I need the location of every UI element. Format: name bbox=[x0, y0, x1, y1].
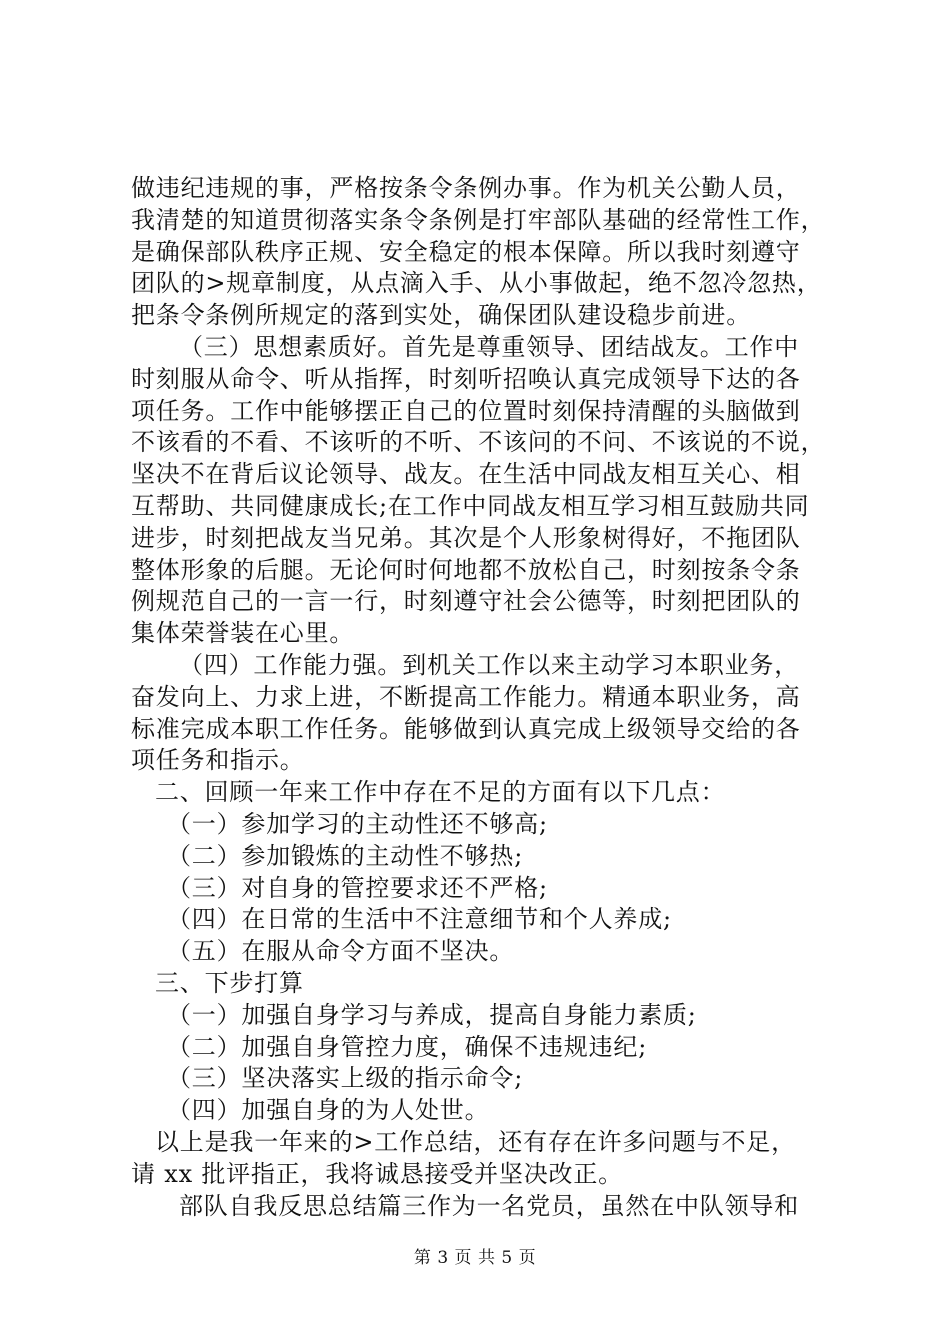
paragraph-start-line: 部队自我反思总结篇三作为一名党员，虽然在中队领导和 bbox=[179, 1191, 799, 1220]
text-line: 项任务和指示。 bbox=[131, 746, 305, 775]
section-heading: 三、下步打算 bbox=[155, 968, 304, 997]
text-line: 我清楚的知道贯彻落实条令条例是打牢部队基础的经常性工作， bbox=[131, 205, 826, 234]
list-item: （一）参加学习的主动性还不够高; bbox=[167, 809, 548, 838]
list-item: （三）坚决落实上级的指示命令; bbox=[167, 1064, 524, 1093]
text-line: 集体荣誉装在心里。 bbox=[131, 619, 355, 648]
list-item: （二）加强自身管控力度，确保不违规违纪; bbox=[167, 1032, 648, 1061]
text-line: 标准完成本职工作任务。能够做到认真完成上级领导交给的各 bbox=[131, 714, 801, 743]
document-body bbox=[131, 173, 831, 1222]
list-item: （四）加强自身的为人处世。 bbox=[167, 1096, 490, 1125]
list-item: （二）参加锻炼的主动性不够热; bbox=[167, 841, 524, 870]
paragraph-start-line: 以上是我一年来的>工作总结，还有存在许多问题与不足， bbox=[155, 1127, 796, 1156]
text-line: 请 xx 批评指正，我将诚恳接受并坚决改正。 bbox=[131, 1159, 623, 1188]
text-line: 是确保部队秩序正规、安全稳定的根本保障。所以我时刻遵守 bbox=[131, 237, 801, 266]
list-item: （五）在服从命令方面不坚决。 bbox=[167, 937, 515, 966]
text-line: 坚决不在背后议论领导、战友。在生活中同战友相互关心、相 bbox=[131, 460, 801, 489]
paragraph-start-line: （四）工作能力强。到机关工作以来主动学习本职业务， bbox=[179, 650, 799, 679]
text-line: 项任务。工作中能够摆正自己的位置时刻保持清醒的头脑做到 bbox=[131, 396, 801, 425]
paragraph-start-line: （三）思想素质好。首先是尊重领导、团结战友。工作中 bbox=[179, 332, 799, 361]
section-heading: 二、回顾一年来工作中存在不足的方面有以下几点： bbox=[155, 778, 726, 807]
text-line: 团队的>规章制度，从点滴入手、从小事做起，绝不忽冷忽热， bbox=[131, 269, 822, 298]
text-line: 例规范自己的一言一行，时刻遵守社会公德等，时刻把团队的 bbox=[131, 587, 801, 616]
text-line: 整体形象的后腿。无论何时何地都不放松自己，时刻按条令条 bbox=[131, 555, 801, 584]
text-line: 时刻服从命令、听从指挥，时刻听招唤认真完成领导下达的各 bbox=[131, 364, 801, 393]
text-line: 不该看的不看、不该听的不听、不该问的不问、不该说的不说， bbox=[131, 428, 826, 457]
text-line: 把条令条例所规定的落到实处，确保团队建设稳步前进。 bbox=[131, 301, 751, 330]
list-item: （三）对自身的管控要求还不严格; bbox=[167, 873, 548, 902]
text-line: 奋发向上、力求上进，不断提高工作能力。精通本职业务，高 bbox=[131, 682, 801, 711]
list-item: （一）加强自身学习与养成，提高自身能力素质; bbox=[167, 1000, 697, 1029]
text-line: 互帮助、共同健康成长;在工作中同战友相互学习相互鼓励共同 bbox=[131, 491, 810, 520]
list-item: （四）在日常的生活中不注意细节和个人养成; bbox=[167, 905, 672, 934]
text-line: 进步，时刻把战友当兄弟。其次是个人形象树得好，不拖团队 bbox=[131, 523, 801, 552]
text-line: 做违纪违规的事，严格按条令条例办事。作为机关公勤人员， bbox=[131, 174, 801, 202]
page-number-footer: 第 3 页 共 5 页 bbox=[413, 1248, 537, 1268]
